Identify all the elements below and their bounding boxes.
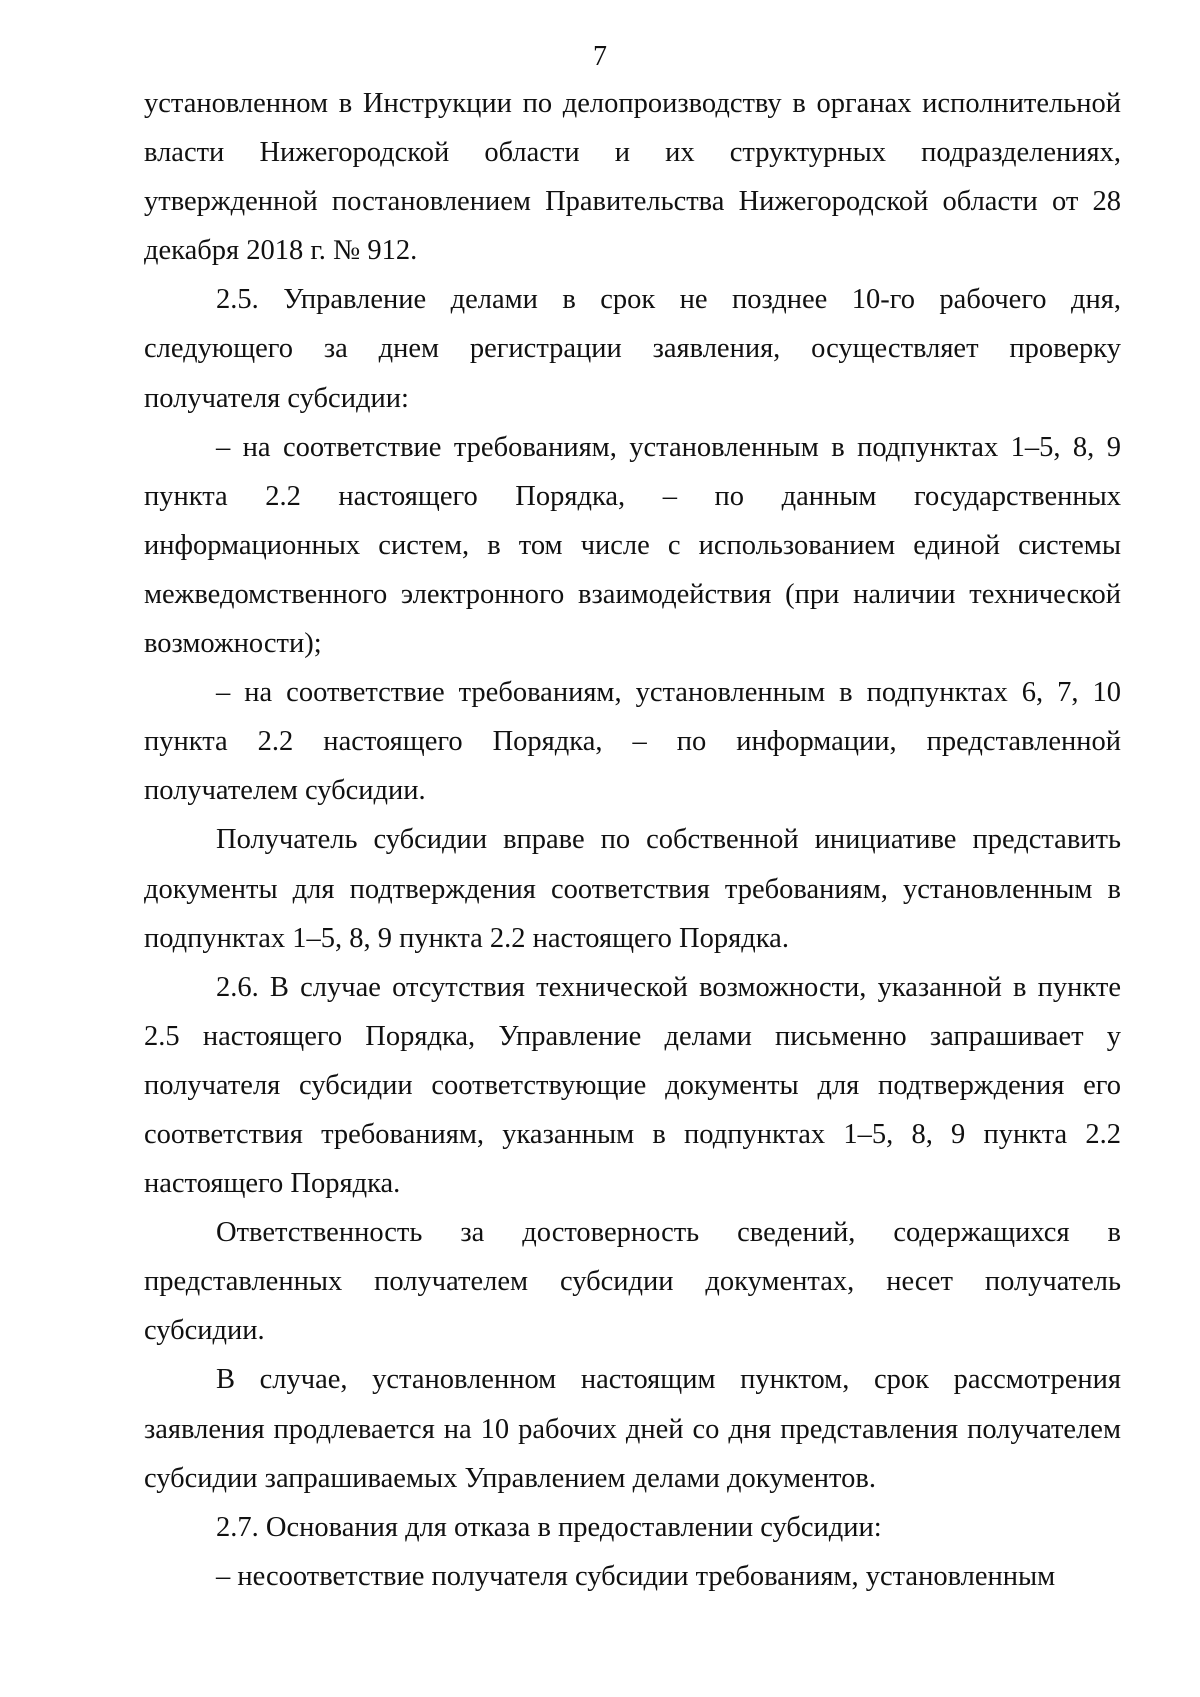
paragraph-term-extension: В случае, установленном настоящим пунктом, срок рассмотрения заявления продлевается на 10 рабочих дней со дня представления получателем субсидии запрашиваемых Управлением делами документов. <box>144 1364 1121 1494</box>
paragraph-refusal-ground: – несоответствие получателя субсидии требованиям, установленным <box>216 1560 1056 1592</box>
paragraph-2-7: 2.7. Основания для отказа в предоставлении субсидии: <box>216 1511 882 1543</box>
paragraph-responsibility: Ответственность за достоверность сведений, содержащихся в представленных получателем субсидии документах, несет получатель субсидии. <box>144 1217 1121 1347</box>
paragraph-continuation: установленном в Инструкции по делопроизводству в органах исполнительной власти Нижегородской области и их структурных подразделениях, утвержденной постановлением Правительства Нижегородской области от 28 декабря 2018 г. № 912. <box>144 88 1121 267</box>
page-number: 7 <box>593 41 607 72</box>
paragraph-own-initiative: Получатель субсидии вправе по собственной инициативе представить документы для подтверждения соответствия требованиям, установленным в подпунктах 1–5, 8, 9 пункта 2.2 настоящего Порядка. <box>144 824 1121 954</box>
paragraph-2-5: 2.5. Управление делами в срок не позднее 10-го рабочего дня, следующего за днем регистрации заявления, осуществляет проверку получателя субсидии: <box>144 284 1121 414</box>
paragraph-2-6: 2.6. В случае отсутствия технической возможности, указанной в пункте 2.5 настоящего Порядка, Управление делами письменно запрашивает у получателя субсидии соответствующие документы для подтверждения его соответствия требованиям, указанным в подпунктах 1–5, 8, 9 пункта 2.2 настоящего Порядка. <box>144 971 1121 1200</box>
document-body <box>144 79 1121 1601</box>
paragraph-check-gis: – на соответствие требованиям, установленным в подпунктах 1–5, 8, 9 пункта 2.2 настоящего Порядка, – по данным государственных информационных систем, в том числе с использованием единой системы межведомственного электронного взаимодействия (при наличии технической возможности); <box>144 431 1121 660</box>
paragraph-check-info: – на соответствие требованиям, установленным в подпунктах 6, 7, 10 пункта 2.2 настоящего Порядка, – по информации, представленной получателем субсидии. <box>144 677 1121 807</box>
